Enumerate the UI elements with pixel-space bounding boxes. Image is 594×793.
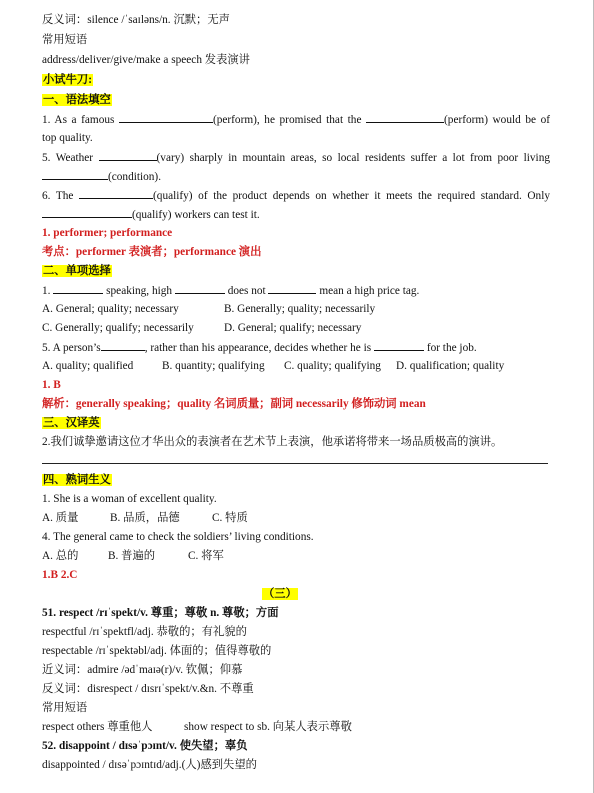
word-51-line-5: 常用短语 [42, 702, 88, 714]
part2-analysis: 解析：generally speaking；quality 名词质量；副词 necessarily 修饰动词 mean [42, 398, 426, 410]
mc-q1-options-ab [42, 301, 375, 317]
option-c: C. 将军 [188, 550, 224, 562]
option-b: B. Generally; quality; necessarily [224, 303, 376, 315]
section-title: 小试牛刀: [43, 74, 92, 86]
mc-q5-options [42, 358, 504, 374]
vocab-question-1: 1. She is a woman of excellent quality. [42, 493, 217, 505]
question-1: 1. As a famous (perform), he promised that the (perform) would be of [42, 111, 550, 128]
phrases-label: 常用短语 [42, 34, 88, 46]
word-51-line-2: respectable /rɪˈspektəbl/adj. 体面的；值得尊敬的 [42, 645, 272, 657]
option-c: C. Generally; qualify; necessarily [42, 322, 194, 334]
question-6: 6. The (qualify) of the product depends on whether it meets the required standard. Only [42, 187, 550, 204]
question-1-cont: top quality. [42, 132, 93, 144]
answer-line [42, 463, 548, 464]
option-b: B. 品质，品德 [110, 512, 180, 524]
part2-answer: 1. B [42, 379, 61, 391]
option-a: A. 质量 [42, 512, 79, 524]
question-6-cont: (qualify) workers can test it. [42, 206, 260, 223]
mc-q1-options-cd [42, 320, 361, 336]
option-c: C. quality; qualifying [284, 360, 381, 372]
option-c: C. 特质 [212, 512, 248, 524]
option-a: A. 总的 [42, 550, 79, 562]
part4-answer: 1.B 2.C [42, 569, 78, 581]
antonym-line: 反义词：silence /ˈsaɪləns/n. 沉默；无声 [42, 14, 230, 26]
part3-title: 三、汉译英 [43, 417, 100, 429]
option-b: B. 普遍的 [108, 550, 156, 562]
question-5-cont: (condition). [42, 168, 161, 185]
question-5: 5. Weather (vary) sharply in mountain areas, so local residents suffer a lot from poor living [42, 149, 550, 166]
word-52-heading: 52. disappoint / dɪsəˈpɔɪnt/v. 使失望；辜负 [42, 740, 248, 752]
section-marker: （三） [263, 588, 297, 600]
part1-title: 一、语法填空 [43, 94, 111, 106]
option-b: B. quantity; qualifying [162, 360, 265, 372]
translation-question: 2.我们诚挚邀请这位才华出众的表演者在艺术节上表演，他承诺将带来一场品质极高的演讲。 [42, 436, 503, 448]
word-51-heading: 51. respect /rɪˈspekt/v. 尊重；尊敬 n. 尊敬；方面 [42, 607, 279, 619]
vocab-q4-options [42, 548, 224, 564]
part1-answer: 1. performer; performance [42, 227, 173, 239]
word-51-phrases: respect others 尊重他人 show respect to sb. 向某人表示尊敬 [42, 721, 352, 733]
option-d: D. qualification; quality [396, 360, 505, 372]
part1-note: 考点：performer 表演者；performance 演出 [42, 246, 262, 258]
word-51-line-1: respectful /rɪˈspektfl/adj. 恭敬的；有礼貌的 [42, 626, 247, 638]
vocab-q1-options [42, 510, 248, 526]
word-51-line-4: 反义词：disrespect / dɪsrɪˈspekt/v.&n. 不尊重 [42, 683, 254, 695]
part4-title: 四、熟词生义 [43, 474, 111, 486]
phrase-line: address/deliver/give/make a speech 发表演讲 [42, 54, 250, 66]
vocab-question-4: 4. The general came to check the soldiers’ living conditions. [42, 531, 314, 543]
mc-question-5: 5. A person’s , rather than his appearance, decides whether he is for the job. [42, 339, 477, 356]
option-d: D. General; qualify; necessary [224, 322, 362, 334]
mc-question-1: 1. speaking, high does not mean a high price tag. [42, 282, 419, 299]
option-a: A. quality; qualified [42, 360, 134, 372]
word-52-line-1: disappointed / dɪsəˈpɔɪntɪd/adj.(人)感到失望的 [42, 759, 257, 771]
option-a: A. General; quality; necessary [42, 303, 179, 315]
word-51-line-3: 近义词：admire /ədˈmaɪə(r)/v. 钦佩；仰慕 [42, 664, 243, 676]
part2-title: 二、单项选择 [43, 265, 111, 277]
